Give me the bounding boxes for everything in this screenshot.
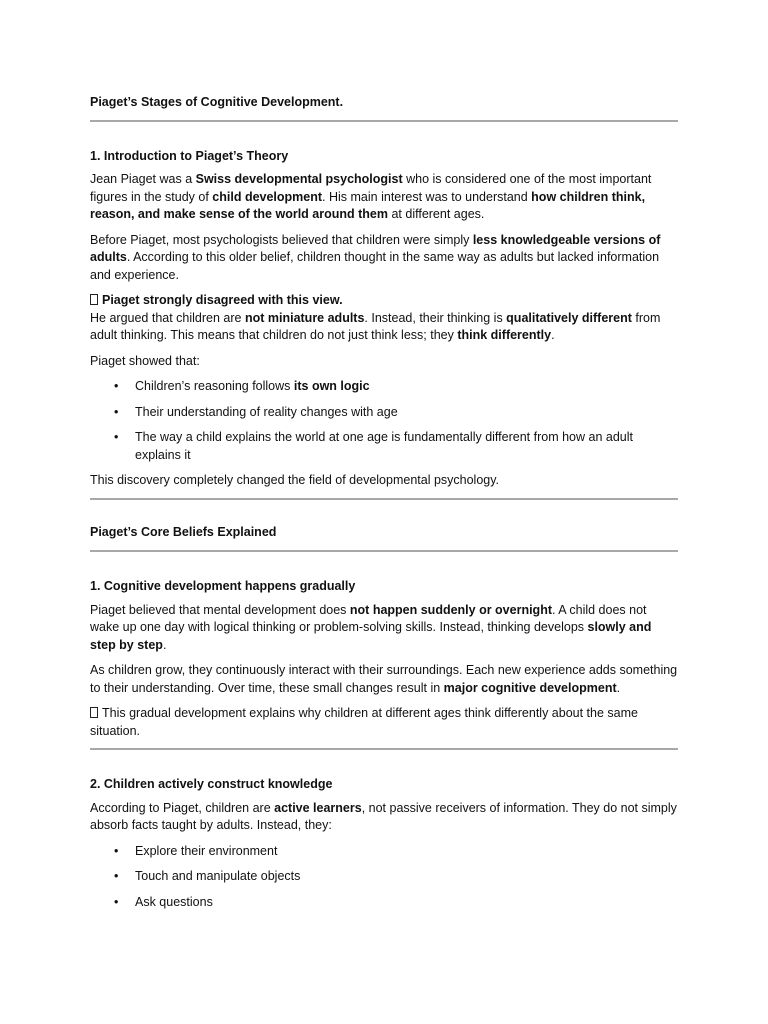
- paragraph: [90, 171, 678, 224]
- list-item: [90, 894, 678, 912]
- paragraph: [90, 232, 678, 285]
- text-run: Jean Piaget was a: [90, 172, 196, 186]
- list-item: [90, 843, 678, 861]
- callout-text: [90, 706, 638, 738]
- text-run: Touch and manipulate objects: [135, 869, 301, 883]
- document-page: [90, 94, 678, 919]
- section-heading-introduction: 1. Introduction to Piaget’s Theory: [90, 148, 289, 163]
- bold-text: how children think, reason, and make sense of the world around them: [90, 189, 646, 221]
- bold-text: Swiss developmental psychologist: [195, 172, 403, 186]
- paragraph: [90, 472, 678, 490]
- bold-text: major cognitive development: [443, 680, 617, 695]
- paragraph: [90, 800, 678, 835]
- callout-paragraph: [90, 705, 678, 740]
- text-run: . According to this older belief, children thought in the same way as adults but lacked information and experience.: [90, 250, 660, 282]
- text-run: Ask questions: [135, 894, 213, 909]
- text-run: The way a child explains the world at one age is fundamentally different from how an adult explains it: [135, 430, 633, 462]
- bullet-list: [90, 843, 678, 912]
- text-run: Piaget believed that mental development does: [90, 602, 350, 617]
- text-run: .: [616, 680, 621, 695]
- missing-glyph-icon: [90, 707, 98, 718]
- bold-text: less knowledgeable versions of adults: [90, 232, 661, 264]
- paragraph: [90, 353, 678, 371]
- bold-text: active learners: [274, 800, 362, 815]
- bold-text: think differently: [457, 328, 552, 342]
- list-item: [90, 404, 678, 422]
- text-run: Their understanding of reality changes with age: [135, 404, 398, 419]
- list-item: [90, 868, 678, 886]
- text-run: Piaget showed that:: [90, 353, 200, 368]
- bold-text: its own logic: [293, 379, 370, 393]
- section-heading-gradual: 1. Cognitive development happens gradually: [90, 579, 356, 593]
- bold-text: qualitatively different: [506, 310, 632, 325]
- text-run: This discovery completely changed the field of developmental psychology.: [90, 473, 500, 487]
- text-run: . A child does not wake up one day with logical thinking or problem-solving skills. Instead, thinking develops: [90, 602, 647, 634]
- document-title: Piaget’s Stages of Cognitive Development.: [90, 95, 344, 109]
- bold-text: slowly and step by step: [90, 620, 652, 652]
- text-run: As children grow, they continuously interact with their surroundings. Each new experience adds something to their understanding. Over time, these small changes result in: [90, 663, 678, 695]
- paragraph: [90, 310, 678, 345]
- divider: [90, 498, 678, 500]
- text-run: Before Piaget, most psychologists believed that children were simply: [90, 232, 473, 247]
- text-run: This gradual development explains why children at different ages think differently about the same situation.: [90, 706, 638, 738]
- bold-text: not happen suddenly or overnight: [349, 602, 552, 617]
- bold-text: Piaget strongly disagreed with this view.: [102, 293, 343, 307]
- text-run: .: [551, 328, 555, 342]
- bullet-list: [90, 378, 678, 464]
- paragraph: [90, 602, 678, 655]
- section-heading-core-beliefs: Piaget’s Core Beliefs Explained: [90, 524, 277, 539]
- text-run: According to Piaget, children are: [90, 800, 275, 815]
- bold-text: not miniature adults: [244, 310, 365, 325]
- text-run: Children’s reasoning follows: [135, 379, 294, 393]
- paragraph: [90, 662, 678, 697]
- divider: [90, 120, 678, 122]
- list-item: [90, 378, 678, 396]
- bold-text: child development: [212, 189, 323, 204]
- text-run: , not passive receivers of information. They do not simply absorb facts taught by adults. Instead, they:: [90, 800, 677, 832]
- callout-text: [102, 293, 343, 307]
- divider: [90, 748, 678, 750]
- section-heading-construct-knowledge: 2. Children actively construct knowledge: [90, 777, 333, 791]
- text-run: . Instead, their thinking is: [364, 310, 507, 325]
- text-run: Explore their environment: [135, 843, 278, 858]
- text-run: who is considered one of the most important figures in the study of: [90, 172, 652, 204]
- text-run: .: [162, 637, 167, 652]
- text-run: from adult thinking. This means that children do not just think less; they: [90, 310, 661, 342]
- missing-glyph-icon: [90, 294, 98, 305]
- list-item: [90, 429, 678, 464]
- text-run: at different ages.: [388, 207, 485, 221]
- divider: [90, 550, 678, 552]
- text-run: . His main interest was to understand: [322, 189, 532, 204]
- callout-line: [90, 292, 678, 310]
- text-run: He argued that children are: [90, 310, 245, 325]
